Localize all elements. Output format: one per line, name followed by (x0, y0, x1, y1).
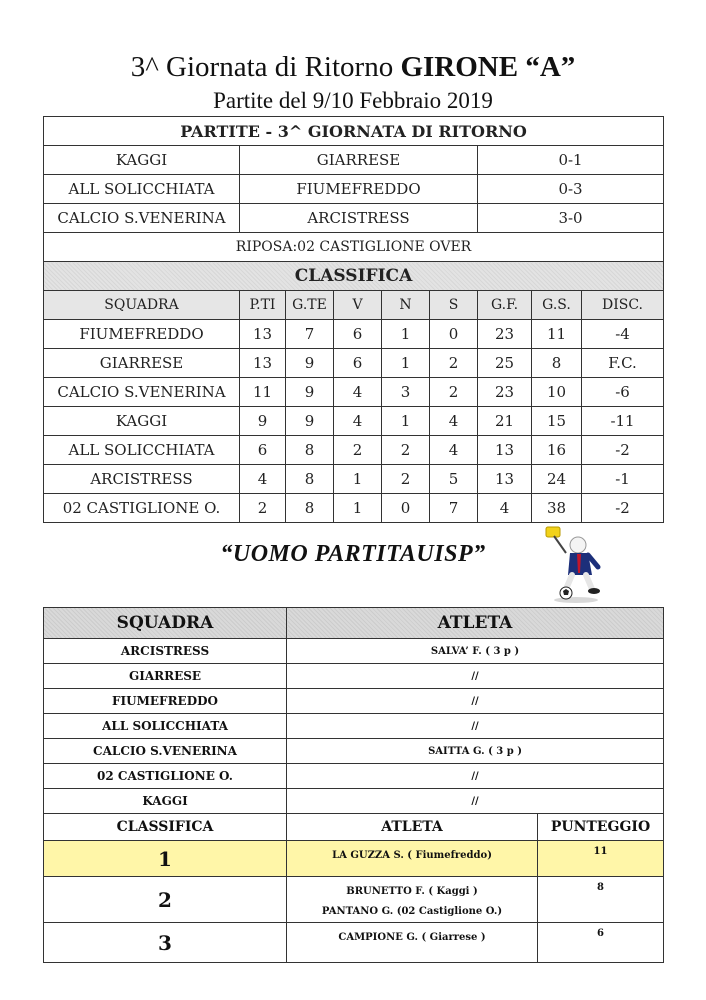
rank-athletes (287, 877, 538, 923)
rank-position: 3 (44, 923, 287, 963)
rank-points: 6 (538, 923, 664, 963)
match-away: FIUMEFREDDO (240, 175, 478, 204)
uomo-athlete: SALVA’ F. ( 3 p ) (287, 639, 664, 664)
uomo-team: ARCISTRESS (44, 639, 287, 664)
rank-athlete: PANTANO G. (02 Castiglione O.) (321, 906, 503, 917)
cell: 13 (240, 320, 286, 349)
page-subtitle: Partite del 9/10 Febbraio 2019 (213, 88, 493, 113)
cell: 2 (382, 436, 430, 465)
cell: 2 (430, 378, 478, 407)
cell: 4 (430, 407, 478, 436)
col-header-athlete: ATLETA (287, 608, 664, 639)
uomo-team: GIARRESE (44, 664, 287, 689)
cell: KAGGI (44, 407, 240, 436)
cell: -4 (582, 320, 664, 349)
cell: 8 (532, 349, 582, 378)
rank-points: 8 (538, 877, 664, 923)
cell: 1 (382, 320, 430, 349)
rank-athlete: LA GUZZA S. ( Fiumefreddo) (287, 841, 538, 877)
cell: 8 (286, 494, 334, 523)
cell: 1 (382, 349, 430, 378)
uomo-team: CALCIO S.VENERINA (44, 739, 287, 764)
cell: 4 (334, 407, 382, 436)
title-main: 3^ Giornata di Ritorno (130, 51, 394, 83)
uomo-athlete: // (287, 664, 664, 689)
cell: 9 (286, 378, 334, 407)
match-row (44, 146, 664, 175)
col-header: G.F. (478, 291, 532, 320)
cell: -2 (582, 494, 664, 523)
cell: 7 (430, 494, 478, 523)
uomo-row (44, 714, 664, 739)
ranking-row (44, 877, 664, 923)
match-row (44, 175, 664, 204)
cell: 21 (478, 407, 532, 436)
cell: 38 (532, 494, 582, 523)
col-header-athlete: ATLETA (287, 814, 538, 841)
uomo-team: 02 CASTIGLIONE O. (44, 764, 287, 789)
standings-row (44, 320, 664, 349)
title-group: GIRONE “A” (400, 51, 576, 83)
uomo-row (44, 664, 664, 689)
cell: 4 (240, 465, 286, 494)
cell: CALCIO S.VENERINA (44, 378, 240, 407)
cell: 23 (478, 320, 532, 349)
cell: 25 (478, 349, 532, 378)
match-away: GIARRESE (240, 146, 478, 175)
standings-row (44, 407, 664, 436)
match-home: ALL SOLICCHIATA (44, 175, 240, 204)
rank-points: 11 (538, 841, 664, 877)
standings-row (44, 436, 664, 465)
match-score: 0-1 (478, 146, 664, 175)
rank-athlete: CAMPIONE G. ( Giarrese ) (287, 923, 538, 963)
cell: 4 (334, 378, 382, 407)
cell: ARCISTRESS (44, 465, 240, 494)
uomo-athlete: // (287, 789, 664, 814)
col-header-team: SQUADRA (44, 608, 287, 639)
cell: 13 (478, 436, 532, 465)
uomo-row (44, 739, 664, 764)
rank-position: 1 (44, 841, 287, 877)
rank-position: 2 (44, 877, 287, 923)
ranking-row (44, 923, 664, 963)
cell: 8 (286, 436, 334, 465)
uomo-partita-table (43, 607, 664, 963)
col-header: P.TI (240, 291, 286, 320)
cell: 6 (334, 320, 382, 349)
page-title (0, 50, 706, 84)
col-header: G.TE (286, 291, 334, 320)
uomo-row (44, 689, 664, 714)
uomo-athlete: // (287, 689, 664, 714)
cell: 4 (478, 494, 532, 523)
cell: F.C. (582, 349, 664, 378)
match-away: ARCISTRESS (240, 204, 478, 233)
cell: 16 (532, 436, 582, 465)
cell: 24 (532, 465, 582, 494)
cell: 11 (240, 378, 286, 407)
col-header: SQUADRA (44, 291, 240, 320)
cell: 13 (478, 465, 532, 494)
match-row (44, 204, 664, 233)
cell: 10 (532, 378, 582, 407)
standings-heading: CLASSIFICA (44, 262, 664, 291)
matches-standings-table (43, 116, 664, 523)
soccer-player-icon (540, 523, 610, 603)
uomo-team: KAGGI (44, 789, 287, 814)
cell: 0 (430, 320, 478, 349)
cell: 6 (334, 349, 382, 378)
col-header: V (334, 291, 382, 320)
rank-athlete: BRUNETTO F. ( Kaggi ) (346, 886, 478, 897)
rest-team: RIPOSA:02 CASTIGLIONE OVER (44, 233, 664, 262)
uomo-row (44, 639, 664, 664)
match-home: CALCIO S.VENERINA (44, 204, 240, 233)
uomo-row (44, 789, 664, 814)
uomo-team: FIUMEFREDDO (44, 689, 287, 714)
cell: 0 (382, 494, 430, 523)
matches-heading: PARTITE - 3^ GIORNATA DI RITORNO (44, 117, 664, 146)
col-header: G.S. (532, 291, 582, 320)
col-header-rank: CLASSIFICA (44, 814, 287, 841)
cell: GIARRESE (44, 349, 240, 378)
col-header: S (430, 291, 478, 320)
cell: FIUMEFREDDO (44, 320, 240, 349)
cell: 6 (240, 436, 286, 465)
ranking-header-row (44, 814, 664, 841)
uomo-row (44, 764, 664, 789)
col-header: N (382, 291, 430, 320)
cell: 9 (240, 407, 286, 436)
standings-row (44, 349, 664, 378)
cell: 1 (382, 407, 430, 436)
uomo-partita-title: “UOMO PARTITAUISP” (220, 541, 486, 567)
cell: -6 (582, 378, 664, 407)
cell: 2 (430, 349, 478, 378)
cell: 8 (286, 465, 334, 494)
cell: 2 (382, 465, 430, 494)
cell: ALL SOLICCHIATA (44, 436, 240, 465)
cell: -11 (582, 407, 664, 436)
cell: -2 (582, 436, 664, 465)
cell: 5 (430, 465, 478, 494)
standings-header-row (44, 291, 664, 320)
cell: 2 (240, 494, 286, 523)
uomo-athlete: SAITTA G. ( 3 p ) (287, 739, 664, 764)
match-score: 0-3 (478, 175, 664, 204)
cell: -1 (582, 465, 664, 494)
cell: 4 (430, 436, 478, 465)
col-header: DISC. (582, 291, 664, 320)
match-score: 3-0 (478, 204, 664, 233)
cell: 13 (240, 349, 286, 378)
cell: 2 (334, 436, 382, 465)
cell: 1 (334, 465, 382, 494)
match-home: KAGGI (44, 146, 240, 175)
uomo-athlete: // (287, 714, 664, 739)
col-header-points: PUNTEGGIO (538, 814, 664, 841)
standings-row (44, 465, 664, 494)
ranking-row (44, 841, 664, 877)
cell: 9 (286, 349, 334, 378)
cell: 7 (286, 320, 334, 349)
cell: 23 (478, 378, 532, 407)
cell: 15 (532, 407, 582, 436)
uomo-team: ALL SOLICCHIATA (44, 714, 287, 739)
cell: 3 (382, 378, 430, 407)
cell: 1 (334, 494, 382, 523)
uomo-athlete: // (287, 764, 664, 789)
cell: 02 CASTIGLIONE O. (44, 494, 240, 523)
cell: 11 (532, 320, 582, 349)
standings-row (44, 378, 664, 407)
standings-row (44, 494, 664, 523)
cell: 9 (286, 407, 334, 436)
